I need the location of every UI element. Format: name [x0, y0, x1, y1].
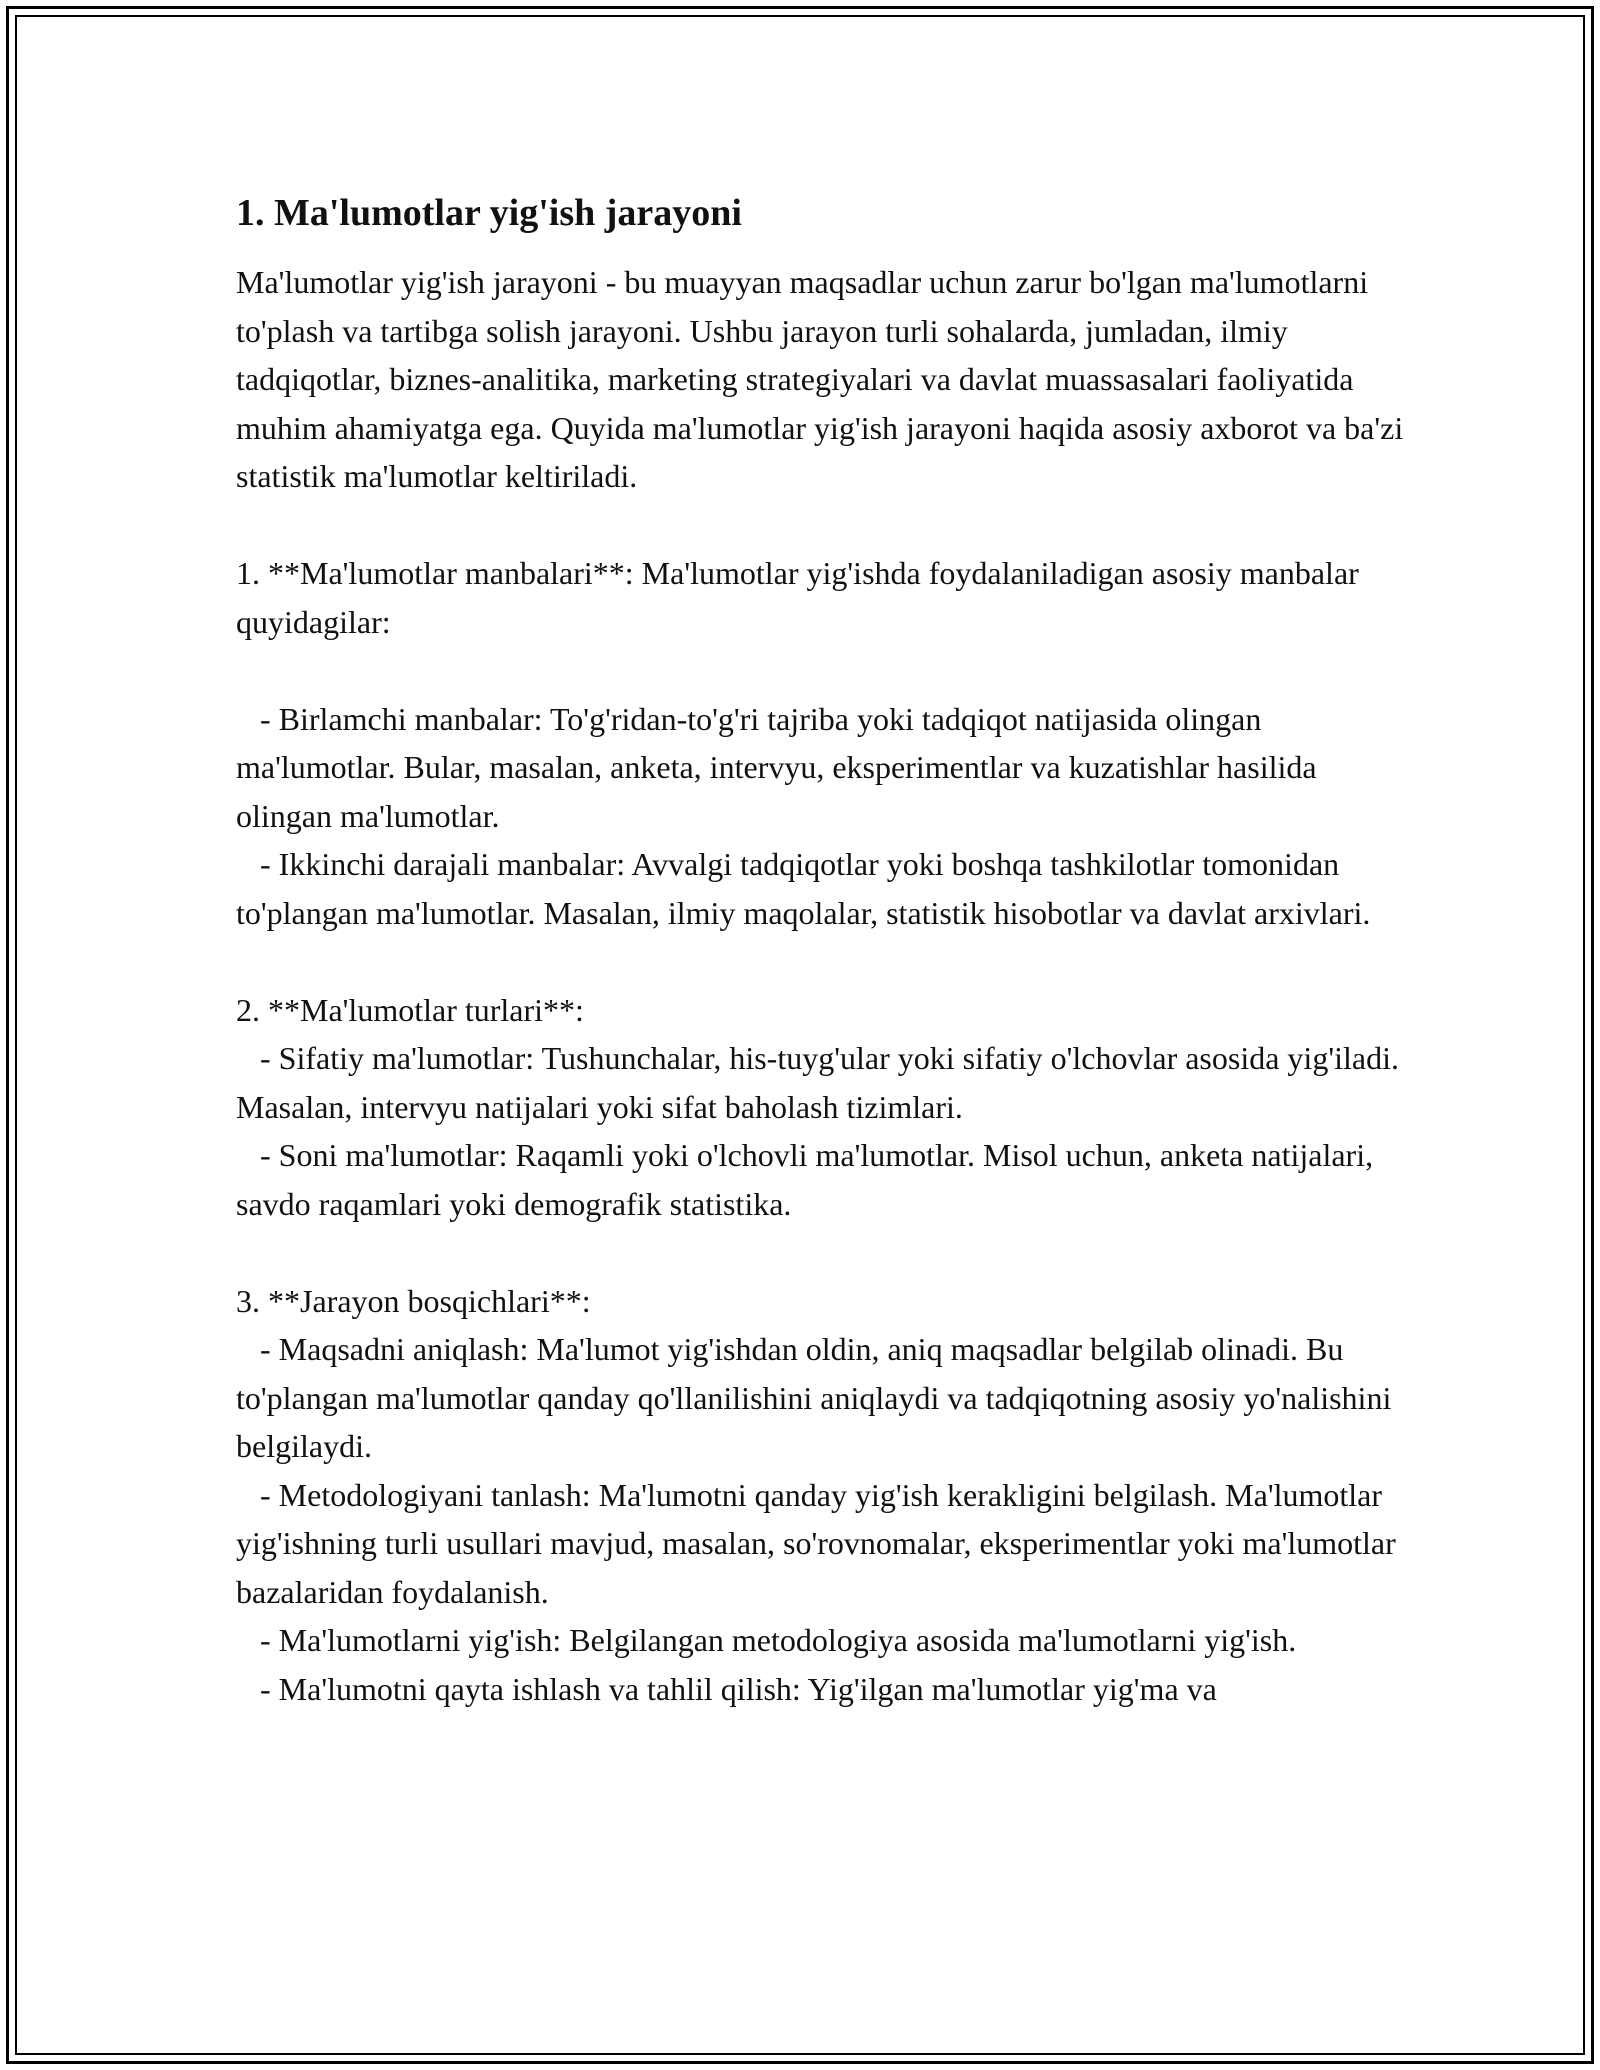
document-body: Ma'lumotlar yig'ish jarayoni - bu muayyan maqsadlar uchun zarur bo'lgan ma'lumotlarni to'plash va tartibga solish jarayoni. Ushbu jarayon turli sohalarda, jumladan, ilmiy tadqiqotlar, biznes-analitika, marketing strategiyalari va davlat muassasalari faoliyatida muhim ahamiyatga ega. Quyida ma'lumotlar yig'ish jarayoni haqida asosiy axborot va ba'zi statistik ma'lumotlar keltiriladi. 1. **Ma'lumotlar manbalari**: Ma'lumotlar yig'ishda foydalaniladigan asosiy manbalar quyidagilar: - Birlamchi manbalar: To'g'ridan-to'g'ri tajriba yoki tadqiqot natijasida olingan ma'lumotlar. Bular, masalan, anketa, intervyu, eksperimentlar va kuzatishlar hasilida olingan ma'lumotlar. - Ikkinchi darajali manbalar: Avvalgi tadqiqotlar yoki boshqa tashkilotlar tomonidan to'plangan ma'lumotlar. Masalan, ilmiy maqolalar, statistik hisobotlar va davlat arxivlari. 2. **Ma'lumotlar turlari**: - Sifatiy ma'lumotlar: Tushunchalar, his-tuyg'ular yoki sifatiy o'lchovlar asosida yig'iladi. Masalan, intervyu natijalari yoki sifat baholash tizimlari. - Soni ma'lumotlar: Raqamli yoki o'lchovli ma'lumotlar. Misol uchun, anketa natijalari, savdo raqamlari yoki demografik statistika. 3. **Jarayon bosqichlari**: - Maqsadni aniqlash: Ma'lumot yig'ishdan oldin, aniq maqsadlar belgilab olinadi. Bu to'plangan ma'lumotlar qanday qo'llanilishini aniqlaydi va tadqiqotning asosiy yo'nalishini belgilaydi. - Metodologiyani tanlash: Ma'lumotni qanday yig'ish kerakligini belgilash. Ma'lumotlar yig'ishning turli usullari mavjud, masalan, so'rovnomalar, eksperimentlar yoki ma'lumotlar bazalaridan foydalanish. - Ma'lumotlarni yig'ish: Belgilangan metodologiya asosida ma'lumotlarni yig'ish. - Ma'lumotni qayta ishlash va tahlil qilish: Yig'ilgan ma'lumotlar yig'ma va	[236, 264, 1404, 1707]
document-content	[236, 183, 1406, 1713]
document-title: 1. Ma'lumotlar yig'ish jarayoni	[236, 192, 742, 234]
